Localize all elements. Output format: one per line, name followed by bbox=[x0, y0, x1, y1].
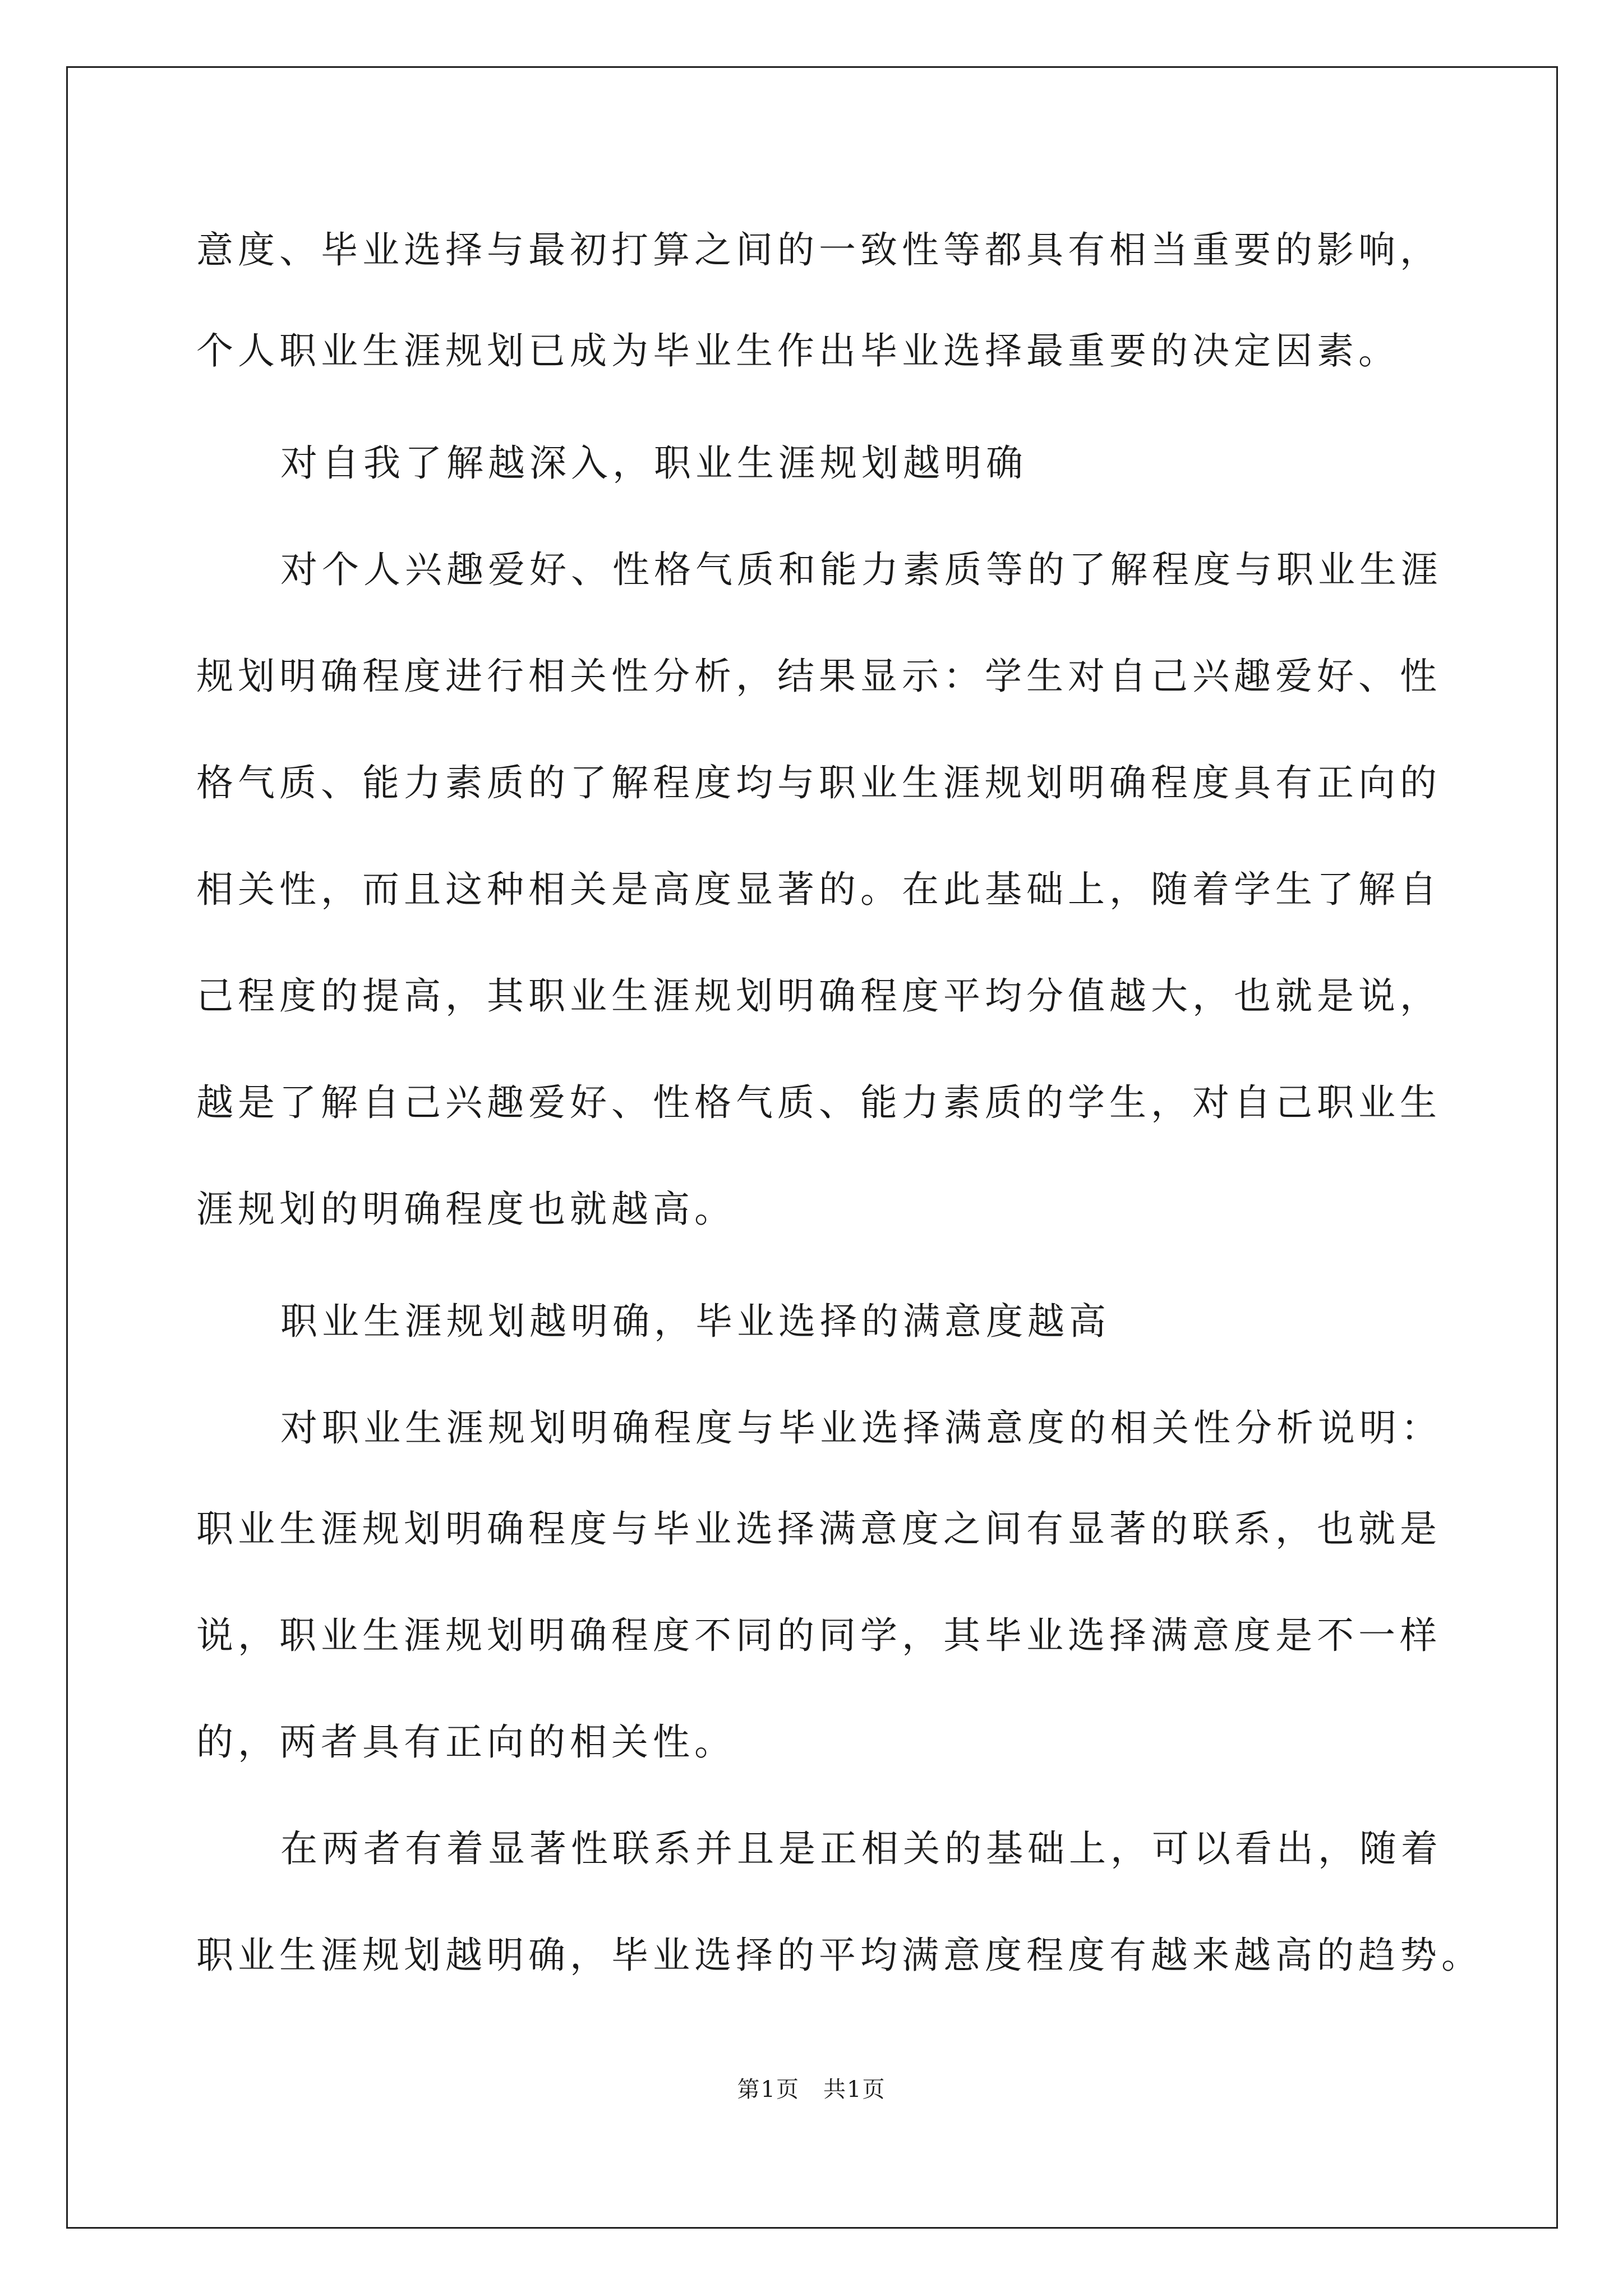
paragraph-line: 个人职业生涯规划已成为毕业生作出毕业选择最重要的决定因素。 bbox=[196, 329, 1400, 372]
paragraph-line: 的，两者具有正向的相关性。 bbox=[196, 1720, 736, 1764]
section-heading: 职业生涯规划越明确，毕业选择的满意度越高 bbox=[280, 1300, 1110, 1343]
paragraph-line: 在两者有着显著性联系并且是正相关的基础上，可以看出，随着 bbox=[280, 1827, 1442, 1870]
page-number-footer: 第1页 共1页 bbox=[737, 2077, 886, 2102]
paragraph-line: 规划明确程度进行相关性分析，结果显示：学生对自己兴趣爱好、性 bbox=[196, 655, 1441, 698]
paragraph-line: 对职业生涯规划明确程度与毕业选择满意度的相关性分析说明： bbox=[280, 1406, 1442, 1450]
paragraph-line: 相关性，而且这种相关是高度显著的。在此基础上，随着学生了解自 bbox=[196, 868, 1441, 911]
paragraph-line: 对个人兴趣爱好、性格气质和能力素质等的了解程度与职业生涯 bbox=[280, 548, 1442, 591]
paragraph-line: 说，职业生涯规划明确程度不同的同学，其毕业选择满意度是不一样 bbox=[196, 1614, 1441, 1657]
section-heading: 对自我了解越深入，职业生涯规划越明确 bbox=[280, 441, 1027, 485]
paragraph-line: 涯规划的明确程度也就越高。 bbox=[196, 1188, 736, 1231]
paragraph-line: 意度、毕业选择与最初打算之间的一致性等都具有相当重要的影响， bbox=[196, 228, 1441, 272]
paragraph-line: 职业生涯规划明确程度与毕业选择满意度之间有显著的联系，也就是 bbox=[196, 1507, 1441, 1550]
paragraph-line: 职业生涯规划越明确，毕业选择的平均满意度程度有越来越高的趋势。 bbox=[196, 1934, 1483, 1977]
page-border bbox=[66, 66, 1558, 2229]
paragraph-line: 己程度的提高，其职业生涯规划明确程度平均分值越大，也就是说， bbox=[196, 974, 1441, 1018]
paragraph-line: 格气质、能力素质的了解程度均与职业生涯规划明确程度具有正向的 bbox=[196, 761, 1441, 804]
paragraph-line: 越是了解自己兴趣爱好、性格气质、能力素质的学生，对自己职业生 bbox=[196, 1081, 1441, 1124]
